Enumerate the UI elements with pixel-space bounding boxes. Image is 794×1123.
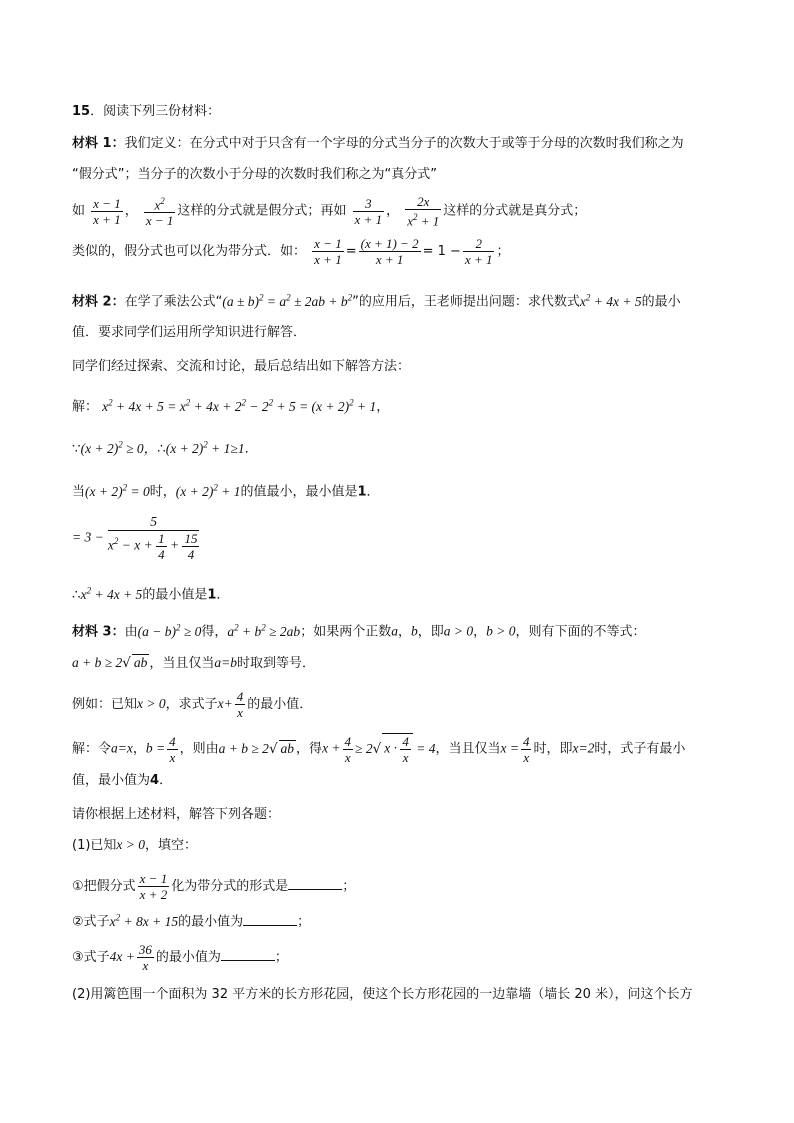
expression: $\therefore x^2 + 4x + 5$ <box>72 585 143 602</box>
m2-when2: 时， <box>149 484 176 500</box>
m3-min: 4 <box>150 773 160 788</box>
fraction: $\frac{4}{x}$ <box>236 689 244 720</box>
m2-line1 <box>72 287 681 313</box>
m3-example: 例如：已知x > 0，求式子x+ $\frac{4}{x}$ 的最小值． <box>72 689 313 720</box>
m3-sol-e: 时，即 <box>533 741 573 757</box>
equation: $x^2 + 4x + 5 = x^2 + 4x + 2^2 - 2^2 + 5 = (x + 2)^2 + 1$ <box>102 397 377 414</box>
m2-label: 材料 2： <box>72 294 125 310</box>
task-1-2-text: ②式子 <box>72 914 110 930</box>
m1-examples: 如 $\frac{x - 1}{x + 1}$ ， $\frac{x^2}{x - 1}$ 这样的分式就是假分式；再如 $\frac{3}{x + 1}$ ， $\frac{2x}{x^2 + 1}$ 这样的分式就是真分式； <box>72 194 587 229</box>
m3-sol-d: ，当且仅当 <box>435 741 501 757</box>
m1-similar-text: 类似的，假分式也可以化为带分式．如： <box>72 244 307 259</box>
task-1-text: (1)已知 <box>72 838 117 853</box>
fraction: $\frac{4}{x}$ <box>169 733 176 765</box>
task-1: (1)已知x > 0，填空： <box>72 837 198 853</box>
m3-sol-f: x=2 <box>572 740 595 756</box>
m3-sol-a: 解：令 <box>72 741 112 757</box>
task-1-3-text: ③式子 <box>72 950 110 965</box>
m2-line2: 值．要求同学们运用所学知识进行解答． <box>72 325 307 340</box>
m2-sol-label: 解： <box>72 399 99 415</box>
m2-conclusion: $\therefore x^2 + 4x + 5$的最小值是1． <box>72 585 230 603</box>
formula: $(a \pm b)^2 = a^2 \pm 2ab + b^2$ <box>222 292 353 309</box>
fraction: $\frac{x^2}{x - 1}$ <box>145 196 174 229</box>
inequality: $a^2 + b^2 \ge 2ab$ <box>227 622 301 639</box>
fraction: $\frac{2}{x + 1}$ <box>464 236 493 267</box>
m2-when: 当$(x + 2)^2 = 0$时，$(x + 2)^2 + 1$的值最小，最小值是1． <box>72 482 380 500</box>
m2-min: 1 <box>357 484 367 500</box>
expression: $x^2 + 4x + 5$ <box>579 292 642 309</box>
m3-text1e: ，则有下面的不等式： <box>515 624 646 640</box>
answer-blank[interactable] <box>221 946 275 961</box>
expression: $(x + 2)^2 = 0$ <box>85 482 150 499</box>
task-1-text-b: ，填空： <box>145 838 198 853</box>
m3-sol-line2: 值，最小值为4． <box>72 773 173 788</box>
m3-line1: 材料 3：由$(a - b)^2 \ge 0$得，$a^2 + b^2 \ge 2ab$；如果两个正数a，b，即a > 0，b > 0，则有下面的不等式： <box>72 622 646 640</box>
m2-solution: 解： $x^2 + 4x + 5 = x^2 + 4x + 2^2 - 2^2 + 5 = (x + 2)^2 + 1$， <box>72 397 390 415</box>
expression: $(x + 2)^2 + 1$ <box>175 482 241 499</box>
m3-text1b: 得， <box>201 624 228 640</box>
m2-when3: 的值最小，最小值是 <box>240 484 358 500</box>
fraction: $\frac{2x}{x^2 + 1}$ <box>407 194 440 229</box>
m2-when-text: 当 <box>72 484 86 500</box>
m3-example-text: 例如：已知 <box>72 697 138 712</box>
problem-intro: ．阅读下列三份材料： <box>90 104 221 119</box>
expression: = 3 − <box>72 529 104 545</box>
m3-text1a: 由 <box>124 624 138 640</box>
answer-blank[interactable] <box>243 911 297 926</box>
fraction: $\frac{x - 1}{x + 1}$ <box>314 236 342 267</box>
m2-text1b: ”的应用后，王老师提出问题：求代数式 <box>352 294 580 310</box>
fraction: $\frac{(x + 1) - 2}{x + 1}$ <box>360 236 419 267</box>
inequality: ∵(x + 2)$^2$ ≥ 0，∴(x + 2)$^2$ + 1≥1 <box>72 439 245 456</box>
fraction: $\frac{4}{x}$ <box>344 733 352 765</box>
m3-example2: ，求式子 <box>165 697 218 712</box>
m3-text1d: ，即 <box>417 624 444 640</box>
m1-similar: 类似的，假分式也可以化为带分式．如： $\frac{x - 1}{x + 1}$ = $\frac{(x + 1) - 2}{x + 1}$ = 1 − $\frac{2}{x + 1}$ ； <box>72 236 510 267</box>
fraction: $\frac{x - 1}{x + 1}$ <box>93 195 121 227</box>
m2-text1a: 在学了乘法公式“ <box>124 294 223 310</box>
compound-fraction: 5 $x^2 - x$ + $\frac{1}{4}$ + $\frac{15}{4}$ <box>107 514 198 562</box>
m3-label: 材料 3： <box>72 624 125 640</box>
m3-sol-c: ，得 <box>296 741 323 757</box>
m2-text1c: 的最小 <box>641 294 681 310</box>
m2-because: ∵(x + 2)$^2$ ≥ 0，∴(x + 2)$^2$ + 1≥1． <box>72 439 258 457</box>
fraction: $\frac{3}{x + 1}$ <box>354 195 383 227</box>
am-gm: a + b ≥ 2√ ab <box>72 655 148 671</box>
problem-number: 15 <box>72 104 91 119</box>
problem-header <box>72 102 220 122</box>
m3-example3: 的最小值． <box>247 697 313 712</box>
task-1-2-text-b: 的最小值为 <box>178 914 244 930</box>
fraction: $\frac{4}{x}$ <box>522 733 530 765</box>
fraction: $\frac{x - 1}{x + 2}$ <box>139 871 168 902</box>
m3-solution: 解：令a=x，b = $\frac{4}{x}$ ，则由a + b ≥ 2√ ab ，得x + $\frac{4}{x}$ ≥ 2√ x · $\frac{4}{x}$ = 4，当且仅当x = $\frac{4}{x}$ 时，即x=2时，式子有最小 <box>72 733 686 765</box>
m1-text1: 我们定义：在分式中对于只含有一个字母的分式当分子的次数大于或等于分母的次数时我们称之为 <box>124 136 684 151</box>
m2-line3: 同学们经过探索、交流和讨论，最后总结出如下解答方法： <box>72 359 411 374</box>
m3-sol-g: 时，式子有最小 <box>594 741 686 757</box>
stray-expression <box>72 514 199 562</box>
m1-line2: “假分式”；当分子的次数小于分母的次数时我们称之为“真分式” <box>72 167 437 182</box>
m1-line1 <box>72 134 684 154</box>
m3-sol-b: ，则由 <box>179 741 219 757</box>
fraction: $\frac{36}{x}$ <box>138 942 152 973</box>
m1-label: 材料 1： <box>72 136 125 151</box>
task-2: (2)用篱笆围一个面积为 32 平方米的长方形花园，使这个长方形花园的一边靠墙（墙长 20 米），问这个长方 <box>72 987 693 1002</box>
task-1-1-text: ①把假分式 <box>72 879 136 894</box>
m3-text2: ，当且仅当 <box>149 656 215 671</box>
m1-ex-mid1: 这样的分式就是假分式；再如 <box>177 203 347 219</box>
task-1-1-text-b: 化为带分式的形式是 <box>171 879 289 894</box>
tasks-intro: 请你根据上述材料，解答下列各题： <box>72 807 281 822</box>
expression: $(a - b)^2 \ge 0$ <box>137 622 202 639</box>
m2-min-repeat: 1 <box>207 587 217 603</box>
task-1-1: ①把假分式 $\frac{x - 1}{x + 2}$ 化为带分式的形式是 ； <box>72 871 356 902</box>
m1-ex-prefix: 如 <box>72 203 86 219</box>
answer-blank[interactable] <box>288 875 342 890</box>
task-1-2: ②式子$x^2 + 8x + 15$的最小值为 ； <box>72 912 311 930</box>
m3-text1c: ；如果两个正数 <box>300 624 392 640</box>
m3-aeqb: a=b <box>214 655 238 670</box>
m3-text2c: 时取到等号． <box>237 656 316 671</box>
m3-sol-line2-text: 值，最小值为 <box>72 773 151 788</box>
m2-conclusion-text: 的最小值是 <box>142 587 208 603</box>
task-1-3: ③式子4x + $\frac{36}{x}$ 的最小值为 ； <box>72 942 288 973</box>
task-1-3-text-b: 的最小值为 <box>155 950 221 965</box>
m1-ex-mid2: 这样的分式就是真分式； <box>443 203 587 219</box>
m3-line2 <box>72 653 315 674</box>
